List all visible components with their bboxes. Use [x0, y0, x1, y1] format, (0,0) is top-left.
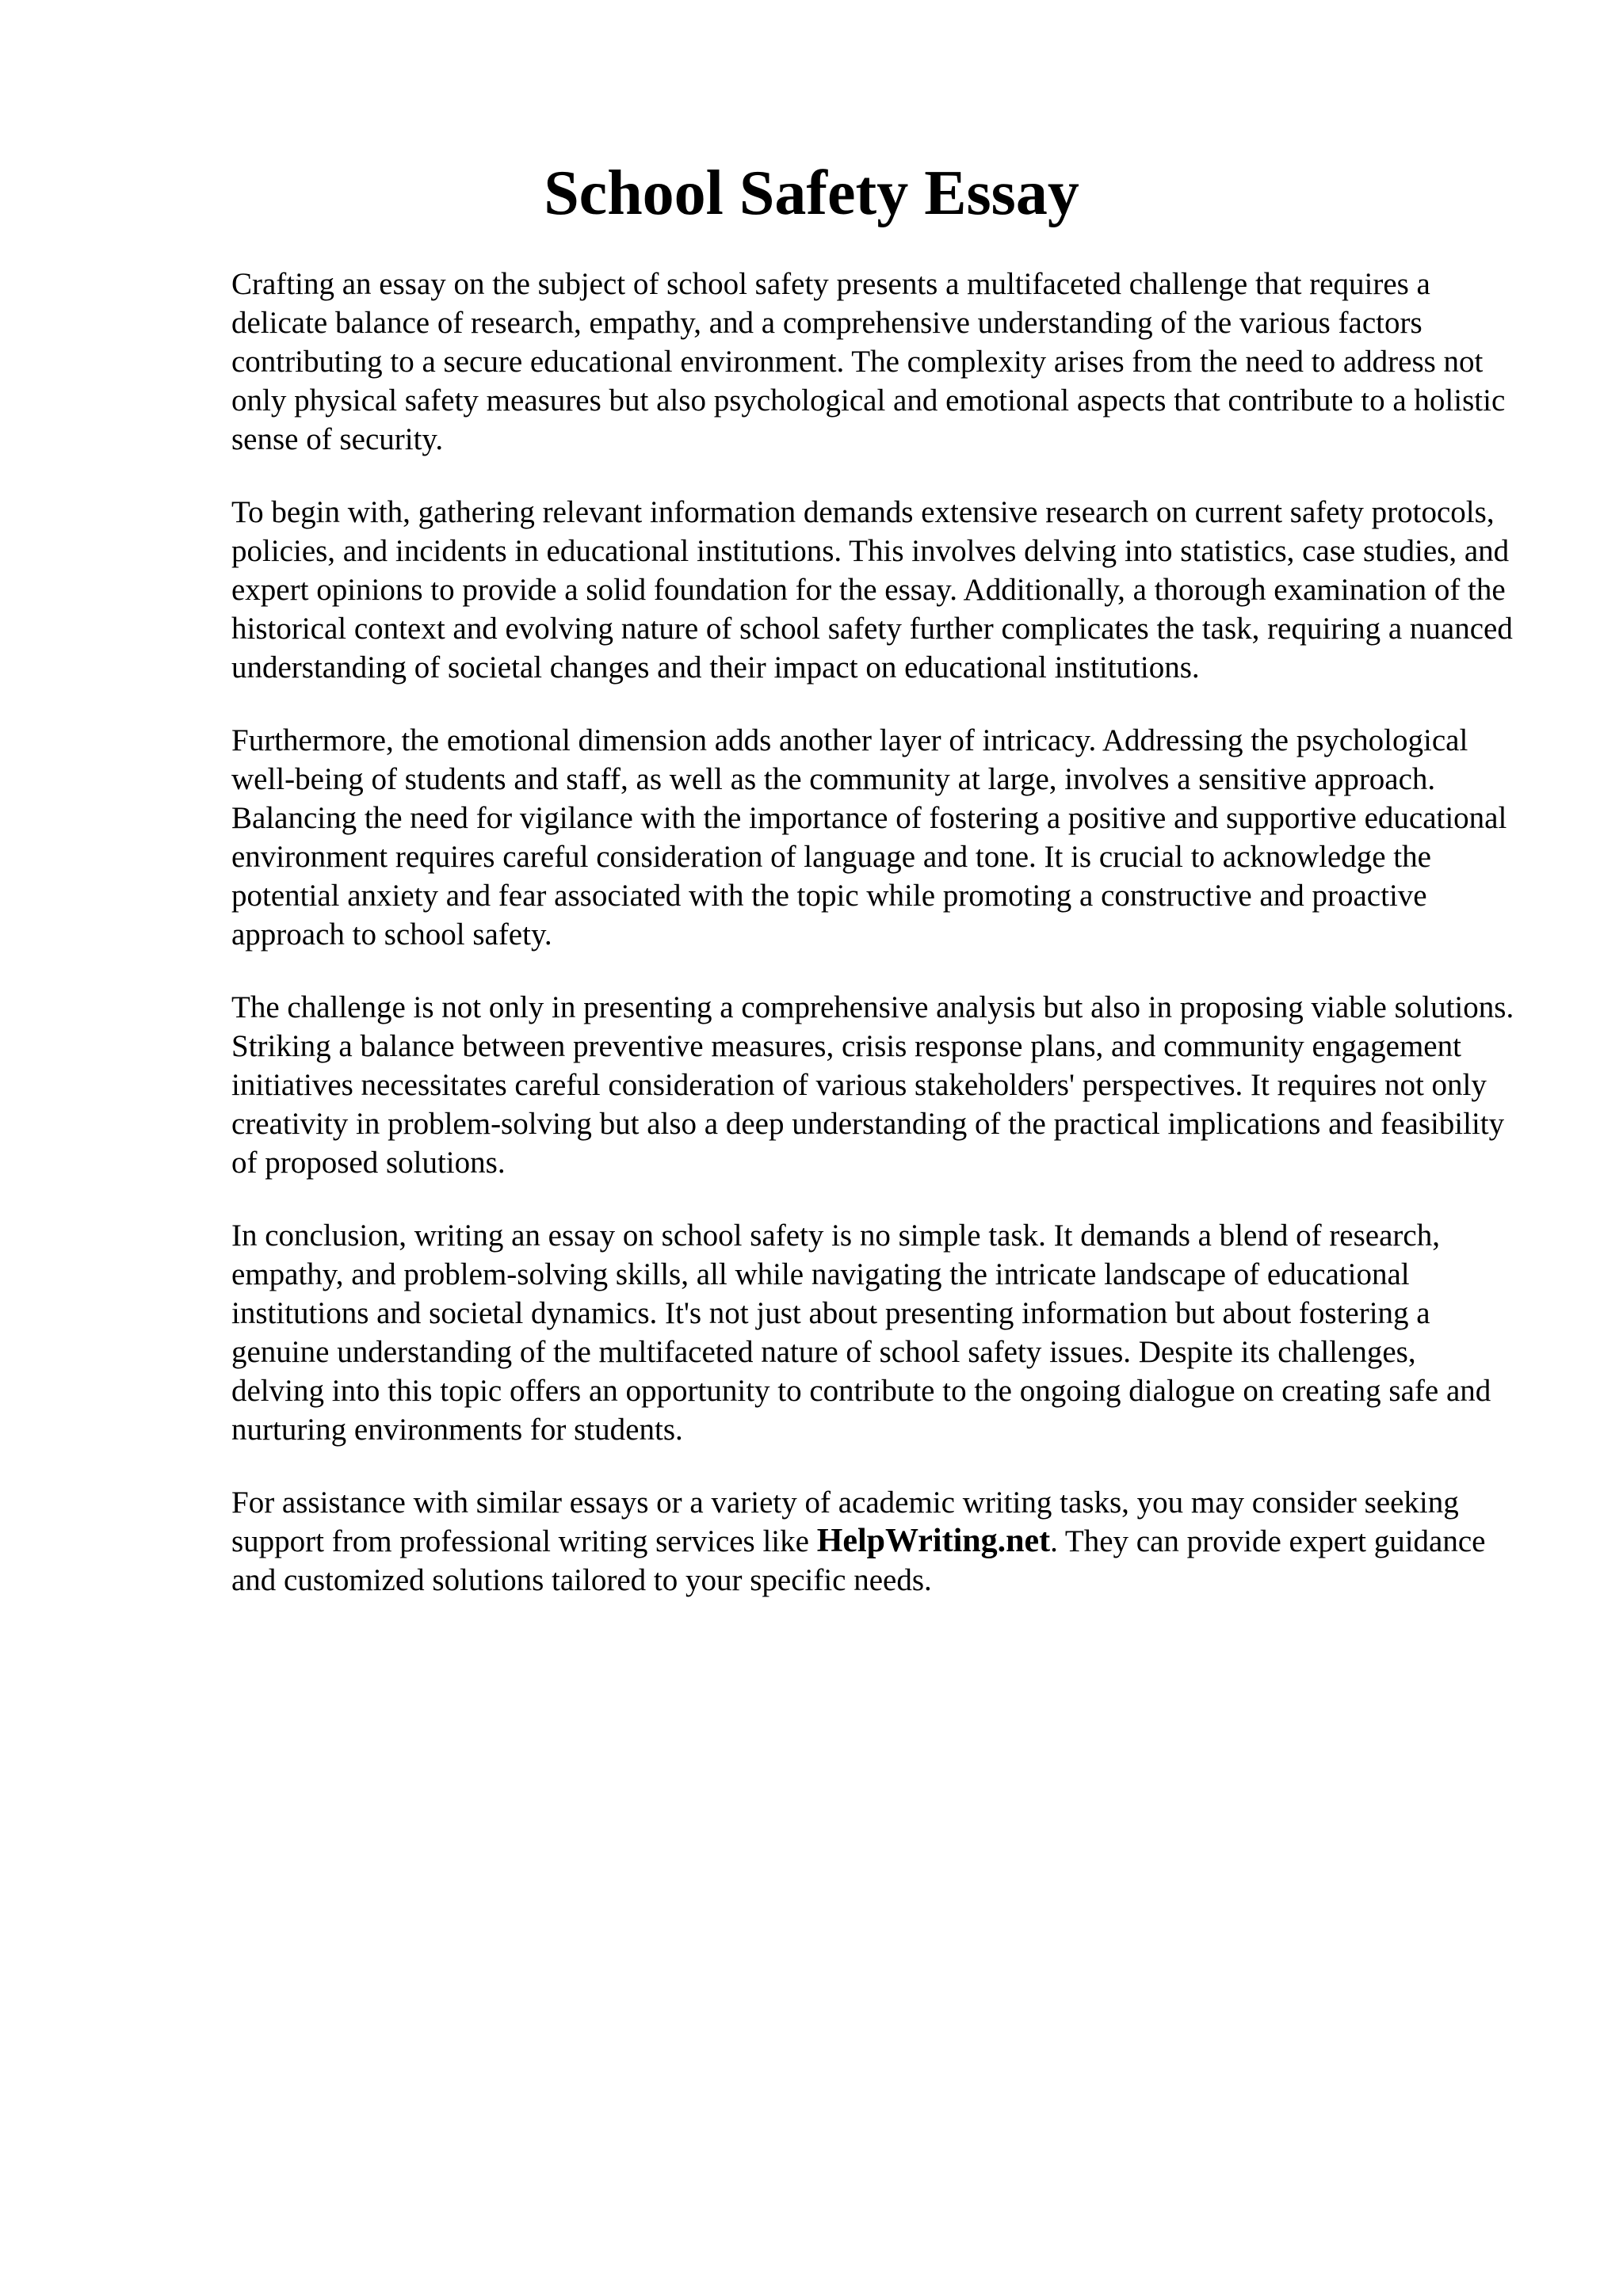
closing-text-after: . They can provide expert guidance and customized solutions tailored to your specific needs. — [231, 1524, 1486, 1597]
essay-body — [231, 265, 1515, 1634]
helpwriting-link[interactable]: HelpWriting.net — [816, 1523, 1051, 1559]
closing-text-before: For assistance with similar essays or a variety of academic writing tasks, you may consider seeking support from professional writing services like — [231, 1486, 1459, 1558]
paragraph-closing — [231, 1483, 1515, 1600]
paragraph-emotional: Furthermore, the emotional dimension adds another layer of intricacy. Addressing the psychological well-being of students and staff, as well as the community at large, involves a sensitive approach. Balancing the need for vigilance with the importance of fostering a positive and supportive educational environment requires careful consideration of language and tone. It is crucial to acknowledge the potential anxiety and fear associated with the topic while promoting a constructive and proactive approach to school safety. — [231, 723, 1507, 952]
paragraph-intro: Crafting an essay on the subject of school safety presents a multifaceted challenge that requires a delicate balance of research, empathy, and a comprehensive understanding of the various factors contributing to a secure educational environment. The complexity arises from the need to address not only physical safety measures but also psychological and emotional aspects that contribute to a holistic sense of security. — [231, 267, 1506, 456]
paragraph-conclusion: In conclusion, writing an essay on school safety is no simple task. It demands a blend of research, empathy, and problem-solving skills, all while navigating the intricate landscape of educational institutions and societal dynamics. It's not just about presenting information but about fostering a genuine understanding of the multifaceted nature of school safety issues. Despite its challenges, delving into this topic offers an opportunity to contribute to the ongoing dialogue on creating safe and nurturing environments for students. — [231, 1219, 1491, 1447]
paragraph-solutions: The challenge is not only in presenting a comprehensive analysis but also in proposing viable solutions. Striking a balance between preventive measures, crisis response plans, and community engagement initiatives necessitates careful consideration of various stakeholders' perspectives. It requires not only creativity in problem-solving but also a deep understanding of the practical implications and feasibility of proposed solutions. — [231, 990, 1514, 1180]
paragraph-research: To begin with, gathering relevant information demands extensive research on current safety protocols, policies, and incidents in educational institutions. This involves delving into statistics, case studies, and expert opinions to provide a solid foundation for the essay. Additionally, a thorough examination of the historical context and evolving nature of school safety further complicates the task, requiring a nuanced understanding of societal changes and their impact on educational institutions. — [231, 495, 1513, 685]
essay-title: School Safety Essay — [544, 158, 1079, 228]
